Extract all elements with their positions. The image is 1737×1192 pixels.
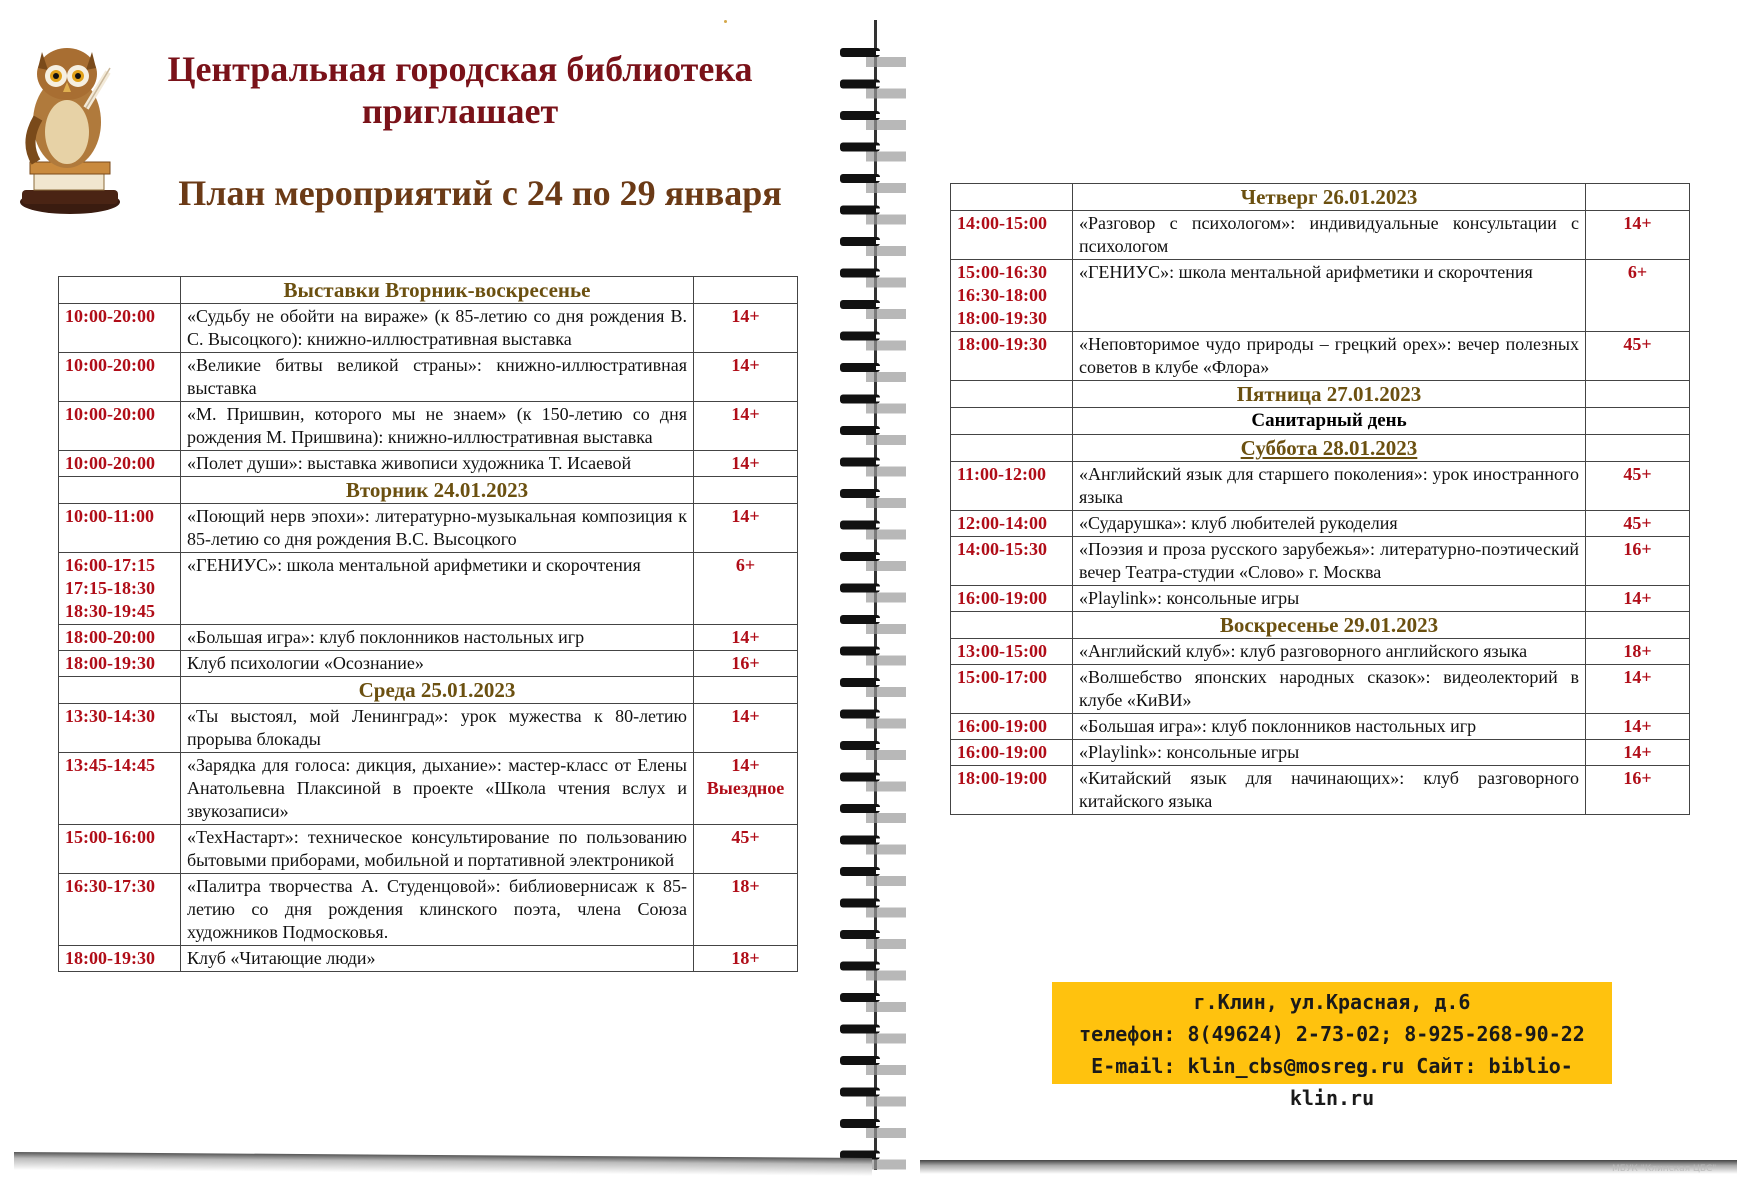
event-description: «Английский клуб»: клуб разговорного английского языка (1073, 639, 1586, 665)
event-age: 14+ (694, 504, 798, 553)
event-row (951, 766, 1690, 815)
watermark: МБУК "Клинская ЦБС" (1612, 1164, 1717, 1174)
page-shadow-left (14, 1152, 872, 1176)
event-age: 14+ (1586, 211, 1690, 260)
title-line-1: Центральная городская библиотека (167, 49, 753, 89)
event-age: 16+ (694, 651, 798, 677)
event-row (951, 586, 1690, 612)
event-age: 16+ (1586, 766, 1690, 815)
day-heading-row (59, 277, 798, 304)
spiral-ring (840, 489, 906, 508)
event-description: «Английский язык для старшего поколения»: урок иностранного языка (1073, 462, 1586, 511)
event-age: 45+ (1586, 332, 1690, 381)
day-heading-row (951, 184, 1690, 211)
schedule-left-body (59, 277, 798, 972)
event-time: 16:00-19:00 (951, 714, 1073, 740)
spiral-ring (840, 710, 906, 729)
day-heading-spacer (59, 477, 181, 504)
spiral-ring (840, 143, 906, 162)
event-age: 45+ (1586, 511, 1690, 537)
spiral-ring (840, 111, 906, 130)
spiral-ring (840, 836, 906, 855)
spiral-ring (840, 269, 906, 288)
day-heading-spacer (1586, 612, 1690, 639)
event-description: «Сударушка»: клуб любителей рукоделия (1073, 511, 1586, 537)
event-time: 18:00-20:00 (59, 625, 181, 651)
event-row (59, 553, 798, 625)
event-age: 18+ (1586, 639, 1690, 665)
event-time: 13:45-14:45 (59, 753, 181, 825)
event-row (59, 625, 798, 651)
day-heading-spacer (951, 435, 1073, 462)
event-age: 14+ (694, 353, 798, 402)
event-row (951, 740, 1690, 766)
event-row (59, 402, 798, 451)
contact-email-site: E-mail: klin_cbs@mosreg.ru Сайт: biblio-klin.ru (1091, 1054, 1573, 1110)
spiral-ring (840, 993, 906, 1012)
note-spacer (1586, 408, 1690, 435)
spiral-ring (840, 773, 906, 792)
event-description: «Китайский язык для начинающих»: клуб разговорного китайского языка (1073, 766, 1586, 815)
event-description: «ГЕНИУС»: школа ментальной арифметики и скорочтения (1073, 260, 1586, 332)
event-age: 14+ (694, 625, 798, 651)
day-heading-spacer (59, 677, 181, 704)
day-heading-spacer (694, 677, 798, 704)
event-row (59, 451, 798, 477)
spiral-ring (840, 426, 906, 445)
event-row (59, 825, 798, 874)
event-row (951, 211, 1690, 260)
day-heading: Суббота 28.01.2023 (1073, 435, 1586, 462)
event-row (951, 537, 1690, 586)
note-spacer (951, 408, 1073, 435)
schedule-right-body (951, 184, 1690, 815)
event-age: 14+ (694, 704, 798, 753)
event-row (951, 665, 1690, 714)
event-time: 10:00-20:00 (59, 402, 181, 451)
spiral-ring (840, 332, 906, 351)
event-time: 14:00-15:30 (951, 537, 1073, 586)
event-row (59, 504, 798, 553)
event-description: «Playlink»: консольные игры (1073, 740, 1586, 766)
event-row (951, 511, 1690, 537)
day-heading-spacer (59, 277, 181, 304)
event-time: 10:00-20:00 (59, 451, 181, 477)
event-time: 14:00-15:00 (951, 211, 1073, 260)
spiral-ring (840, 300, 906, 319)
decorative-dot (724, 20, 727, 23)
day-heading: Четверг 26.01.2023 (1073, 184, 1586, 211)
spiral-ring (840, 206, 906, 225)
spiral-ring (840, 741, 906, 760)
event-age: 14+ (1586, 740, 1690, 766)
event-age: 14+ (694, 402, 798, 451)
event-age: 18+ (694, 946, 798, 972)
spiral-ring (840, 521, 906, 540)
day-heading: Воскресенье 29.01.2023 (1073, 612, 1586, 639)
spiral-ring (840, 647, 906, 666)
event-row (59, 753, 798, 825)
event-description: «Полет души»: выставка живописи художника Т. Исаевой (181, 451, 694, 477)
day-heading-spacer (951, 184, 1073, 211)
event-row (951, 260, 1690, 332)
spiral-ring (840, 678, 906, 697)
spiral-ring (840, 1025, 906, 1044)
day-heading-spacer (1586, 381, 1690, 408)
event-row (59, 651, 798, 677)
spiral-ring (840, 615, 906, 634)
event-age: 14+ (1586, 586, 1690, 612)
event-time: 11:00-12:00 (951, 462, 1073, 511)
event-age: 6+ (1586, 260, 1690, 332)
note-row (951, 408, 1690, 435)
spiral-ring (840, 1088, 906, 1107)
event-age: 6+ (694, 553, 798, 625)
event-row (59, 946, 798, 972)
schedule-table-left (58, 276, 798, 972)
day-heading-row (951, 381, 1690, 408)
event-time: 15:00-16:00 (59, 825, 181, 874)
spiral-ring (840, 867, 906, 886)
event-description: «Неповторимое чудо природы – грецкий орех»: вечер полезных советов в клубе «Флора» (1073, 332, 1586, 381)
event-time: 13:30-14:30 (59, 704, 181, 753)
event-description: Клуб психологии «Осознание» (181, 651, 694, 677)
day-heading: Пятница 27.01.2023 (1073, 381, 1586, 408)
event-time: 18:00-19:30 (59, 651, 181, 677)
title-line-2: приглашает (361, 91, 559, 131)
contact-box (1052, 982, 1612, 1110)
spiral-binding-icon (838, 20, 918, 1170)
event-description: «Судьбу не обойти на вираже» (к 85-летию со дня рождения В. С. Высоцкого): книжно-иллюстративная выставка (181, 304, 694, 353)
day-heading-spacer (951, 612, 1073, 639)
contact-address: г.Клин, ул.Красная, д.6 (1193, 990, 1471, 1014)
event-row (951, 462, 1690, 511)
event-row (59, 304, 798, 353)
event-description: «ТехНастарт»: техническое консультирование по пользованию бытовыми приборами, мобильной и портативной электроникой (181, 825, 694, 874)
event-description: «Зарядка для голоса: дикция, дыхание»: мастер-класс от Елены Анатольевна Плаксиной в проекте «Школа чтения вслух и звукозаписи» (181, 753, 694, 825)
event-age: 14+ (1586, 665, 1690, 714)
event-time: 10:00-11:00 (59, 504, 181, 553)
event-time: 10:00-20:00 (59, 304, 181, 353)
event-time: 10:00-20:00 (59, 353, 181, 402)
event-description: «Разговор с психологом»: индивидуальные консультации с психологом (1073, 211, 1586, 260)
spiral-ring (840, 80, 906, 99)
event-time: 18:00-19:00 (951, 766, 1073, 815)
spiral-ring (840, 48, 906, 67)
event-description: «М. Пришвин, которого мы не знаем» (к 150-летию со дня рождения М. Пришвина): книжно-иллюстративная выставка (181, 402, 694, 451)
spiral-ring (840, 899, 906, 918)
event-row (59, 704, 798, 753)
day-heading: Выставки Вторник-воскресенье (181, 277, 694, 304)
day-heading-spacer (1586, 435, 1690, 462)
event-description: «Большая игра»: клуб поклонников настольных игр (1073, 714, 1586, 740)
event-time: 16:00-19:00 (951, 586, 1073, 612)
event-row (59, 874, 798, 946)
owl-icon (12, 22, 122, 218)
library-title (140, 48, 780, 132)
spiral-ring (840, 962, 906, 981)
day-heading-row (59, 477, 798, 504)
day-heading-spacer (1586, 184, 1690, 211)
event-description: «Волшебство японских народных сказок»: видеолекторий в клубе «КиВИ» (1073, 665, 1586, 714)
spiral-ring (840, 395, 906, 414)
event-description: «Ты выстоял, мой Ленинград»: урок мужества к 80-летию прорыва блокады (181, 704, 694, 753)
spiral-ring (840, 804, 906, 823)
event-time: 18:00-19:30 (59, 946, 181, 972)
day-heading-row (951, 612, 1690, 639)
event-row (59, 353, 798, 402)
day-heading-row (59, 677, 798, 704)
day-heading: Вторник 24.01.2023 (181, 477, 694, 504)
event-time: 16:00-17:15 17:15-18:30 18:30-19:45 (59, 553, 181, 625)
day-heading: Среда 25.01.2023 (181, 677, 694, 704)
event-time: 15:00-17:00 (951, 665, 1073, 714)
event-row (951, 639, 1690, 665)
event-age: 14+ (694, 304, 798, 353)
spiral-ring (840, 363, 906, 382)
spiral-ring (840, 174, 906, 193)
spiral-ring (840, 552, 906, 571)
event-time: 16:00-19:00 (951, 740, 1073, 766)
spiral-ring (840, 458, 906, 477)
event-age: 14+ Выездное (694, 753, 798, 825)
day-heading-spacer (694, 277, 798, 304)
event-row (951, 714, 1690, 740)
event-description: «Поэзия и проза русского зарубежья»: литературно-поэтический вечер Театра-студии «Слово» г. Москва (1073, 537, 1586, 586)
day-heading-spacer (694, 477, 798, 504)
note-text: Санитарный день (1073, 408, 1586, 435)
event-time: 13:00-15:00 (951, 639, 1073, 665)
spiral-ring (840, 1119, 906, 1138)
event-time: 15:00-16:30 16:30-18:00 18:00-19:30 (951, 260, 1073, 332)
spiral-ring (840, 930, 906, 949)
spiral-ring (840, 1056, 906, 1075)
event-age: 45+ (1586, 462, 1690, 511)
spiral-ring (840, 237, 906, 256)
event-description: «ГЕНИУС»: школа ментальной арифметики и скорочтения (181, 553, 694, 625)
event-row (951, 332, 1690, 381)
event-description: «Playlink»: консольные игры (1073, 586, 1586, 612)
event-description: «Поющий нерв эпохи»: литературно-музыкальная композиция к 85-летию со дня рождения В.С. Высоцкого (181, 504, 694, 553)
day-heading-row (951, 435, 1690, 462)
event-time: 18:00-19:30 (951, 332, 1073, 381)
plan-title: План мероприятий с 24 по 29 января (178, 173, 782, 213)
schedule-table-right (950, 183, 1690, 815)
event-description: «Палитра творчества А. Студенцовой»: библиовернисаж к 85-летию со дня рождения клинского поэта, члена Союза художников Подмосковья. (181, 874, 694, 946)
event-age: 18+ (694, 874, 798, 946)
event-age: 14+ (694, 451, 798, 477)
event-description: «Большая игра»: клуб поклонников настольных игр (181, 625, 694, 651)
event-time: 16:30-17:30 (59, 874, 181, 946)
day-heading-spacer (951, 381, 1073, 408)
event-age: 16+ (1586, 537, 1690, 586)
event-age: 45+ (694, 825, 798, 874)
spiral-ring (840, 584, 906, 603)
contact-phone: телефон: 8(49624) 2-73-02; 8-925-268-90-22 (1079, 1022, 1585, 1046)
event-description: Клуб «Читающие люди» (181, 946, 694, 972)
event-age: 14+ (1586, 714, 1690, 740)
event-time: 12:00-14:00 (951, 511, 1073, 537)
event-description: «Великие битвы великой страны»: книжно-иллюстративная выставка (181, 353, 694, 402)
